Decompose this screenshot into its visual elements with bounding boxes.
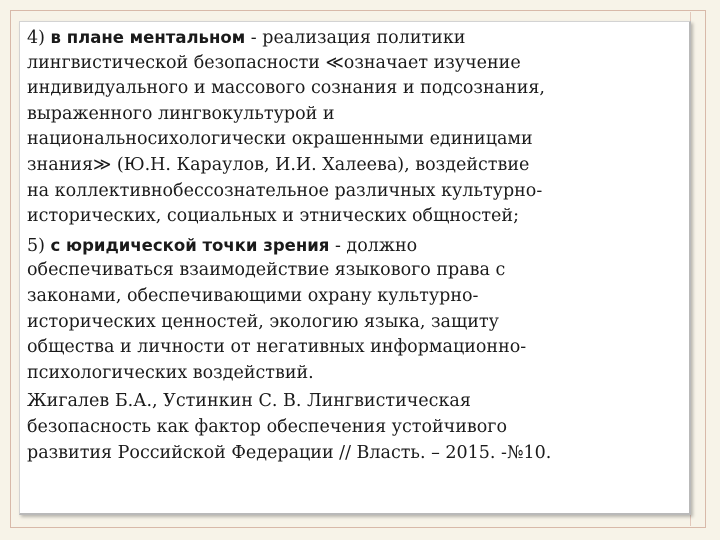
text-line: исторических, социальных и этнических общностей; [27,206,519,227]
text-line: развития Российской Федерации // Власть. – 2015. -№10. [27,442,552,463]
text-line: индивидуального и массового сознания и подсознания, [27,78,545,99]
content-box [19,21,691,515]
text-line [27,25,687,51]
item-number: 5) [27,235,51,256]
text-line: общества и личности от негативных информационно- [27,337,527,358]
text-line: исторических ценностей, экологию языка, защиту [27,311,499,332]
item-heading: с юридической точки зрения [50,235,330,255]
text-line: знания≫ (Ю.Н. Караулов, И.И. Халеева), воздействие [27,154,530,175]
text-line: на коллективнобессознательное различных культурно- [27,180,543,201]
text-line: обеспечиваться взаимодействие языкового права с [27,260,506,281]
item-number: 4) [27,28,51,48]
paragraph-reference [27,389,687,466]
paragraph-item-4 [27,25,687,230]
text-line: лингвистической безопасности ≪означает изучение [27,52,521,73]
text-line: национальносихологически окрашенными единицами [27,129,533,150]
paragraph-item-5 [27,233,687,387]
text-line: Жигалев Б.А., Устинкин С. В. Лингвистическая [27,391,471,412]
text-fragment: - должно [329,235,418,256]
text-line: выраженного лингвокультурой и [27,103,335,124]
text-line: психологических воздействий. [27,362,314,383]
text-line: безопасность как фактор обеспечения устойчивого [27,416,507,437]
text-fragment: - реализация политики [245,28,466,48]
item-heading: в плане ментальном [50,28,246,47]
text-line: законами, обеспечивающими охрану культурно- [27,285,479,306]
text-line [27,233,687,259]
text-block [27,25,687,466]
